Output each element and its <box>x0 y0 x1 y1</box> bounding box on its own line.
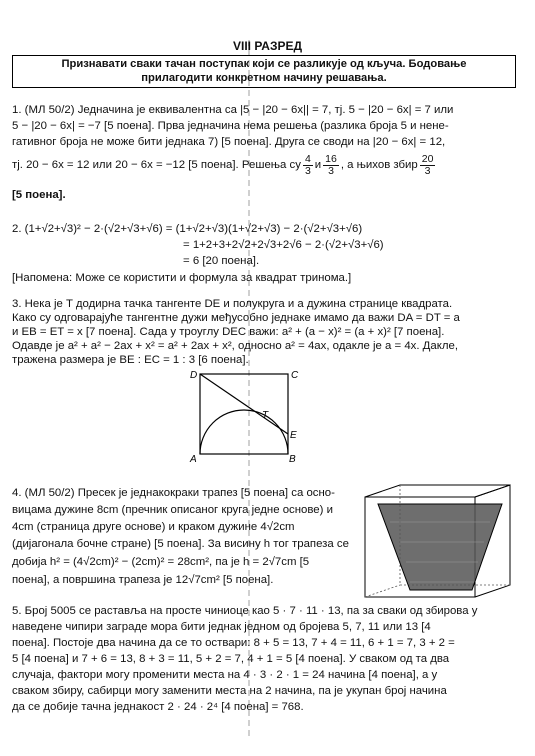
p5-line-4: 5 [4 поена] и 7 + 6 = 13, 8 + 3 = 11, 5 + 2 = 7, 4 + 1 = 5 [4 поена]. У сваком од та два <box>12 653 450 665</box>
p1-line-3: гативног броја не може бити једнака 7) [5 поена]. Друга се своди на |20 − 6x| = 12, <box>12 136 446 148</box>
p1-line-4 <box>12 147 437 183</box>
cube-top-face <box>365 485 510 497</box>
p4-line-2: вицама дужине 8cm (пречник описаног круга једне основе) и <box>12 504 333 516</box>
p1-line-4a: тј. 20 − 6x = 12 или 20 − 6x = −12 [5 поена]. Решења су <box>12 159 301 171</box>
label-t: T <box>262 410 269 421</box>
p1-line-2: 5 − |20 − 6x| = −7 [5 поена]. Прва једначина нема решења (разлика броја 5 и нене- <box>12 120 449 132</box>
p5-line-3: поена]. Постоје два начина да се то оствари: 8 + 5 = 13, 7 + 4 = 11, 6 + 1 = 7, 3 + 2 = <box>12 637 455 649</box>
label-d: D <box>190 370 198 381</box>
p5-line-6: сваком збиру, сабирци могу заменити места на 2 начина, па је укупан број начина <box>12 685 447 697</box>
p1-line-4b: и <box>314 159 322 171</box>
p1-line-4c: , а њихов збир <box>340 159 418 171</box>
p3-line-5: тражена размера је BE : EC = 1 : 3 [6 поена]. <box>12 354 249 366</box>
p5-line-2: наведене чипири заграде мора бити једнак једном од бројева 5, 7, 11 или 13 [4 <box>12 621 431 633</box>
p3-line-2: Како су одговарајуће тангентне дужи међусобно једнаке имамо да важи DA = DT = a <box>12 312 460 324</box>
p4-line-3: 4cm (страница друге основе) и краком дужине 4√2cm <box>12 521 295 533</box>
fraction-4-3: $\frac{4}{3}$ <box>304 152 311 177</box>
semicircle <box>200 410 288 454</box>
p2-line-3: = 6 [20 поена]. <box>183 255 260 267</box>
p2-line-2: = 1+2+3+2√2+2√3+2√6 − 2·(√2+√3+√6) <box>183 239 384 251</box>
p5-line-1: 5. Број 5005 се раставља на просте чиниоце као 5 · 7 · 11 · 13, па за сваки од збирова у <box>12 605 478 617</box>
label-e: E <box>290 430 297 441</box>
p5-line-5: случаја, фактори могу променити места на 4 · 3 · 2 · 1 = 24 начина [4 поена], а у <box>12 669 438 681</box>
p3-line-1: 3. Нека је T додирна тачка тангенте DE и полукруга и a дужина странице квадрата. <box>12 298 453 310</box>
grading-note-line-2: прилагодити конкретном начину решавања. <box>141 72 387 84</box>
square-semicircle-figure <box>186 366 306 466</box>
label-b: B <box>289 454 296 465</box>
fraction-20-3: $\frac{20}{3}$ <box>421 152 434 177</box>
p4-line-4: (дијагонала бочне стране) [5 поена]. За висину h тог трапеза се <box>12 538 349 550</box>
label-c: C <box>291 370 299 381</box>
grading-note-line-1: Признавати сваки тачан поступак који се разликује од кључа. Бодовање <box>61 58 467 70</box>
p1-line-1: 1. (МЛ 50/2) Једначина је еквивалентна са |5 − |20 − 6x|| = 7, тј. 5 − |20 − 6x| = 7 или <box>12 104 454 116</box>
trapezoid-section <box>378 504 502 590</box>
cube-section-figure <box>360 482 520 602</box>
p5-line-7: да се добије тачна једнакост 2 · 24 · 2⁴ [4 поена] = 768. <box>12 701 304 713</box>
p2-line-1: 2. (1+√2+√3)² − 2·(√2+√3+√6) = (1+√2+√3)(1+√2+√3) − 2·(√2+√3+√6) <box>12 223 363 235</box>
p4-line-1: 4. (МЛ 50/2) Пресек је једнакокраки трапез [5 поена] са осно- <box>12 487 335 499</box>
square <box>200 374 288 454</box>
p2-note: [Напомена: Може се користити и формула за квадрат тринома.] <box>12 272 352 284</box>
p3-line-4: Одавде је a² + a² − 2ax + x² = a² + 2ax + x², односно a² = 4ax, одакле је a = 4x. Дакле, <box>12 340 458 352</box>
label-a: A <box>190 454 197 465</box>
p4-line-6: поена], а површина трапеза је 12√7cm² [5 поена]. <box>12 574 274 586</box>
fraction-16-3: $\frac{16}{3}$ <box>325 152 337 177</box>
grade-heading: VIII РАЗРЕД <box>232 39 303 53</box>
p1-line-5: [5 поена]. <box>12 189 66 201</box>
grading-note-box <box>12 55 516 88</box>
tangent-de <box>200 374 288 434</box>
p4-line-5: добија h² = (4√2cm)² − (2cm)² = 28cm², па је h = 2√7cm [5 <box>12 556 310 568</box>
cube-hidden-edge <box>365 585 400 597</box>
p3-line-3: и EB = ET = x [7 поена]. Сада у троуглу DEC важи: a² + (a − x)² = (a + x)² [7 поена]. <box>12 326 445 338</box>
